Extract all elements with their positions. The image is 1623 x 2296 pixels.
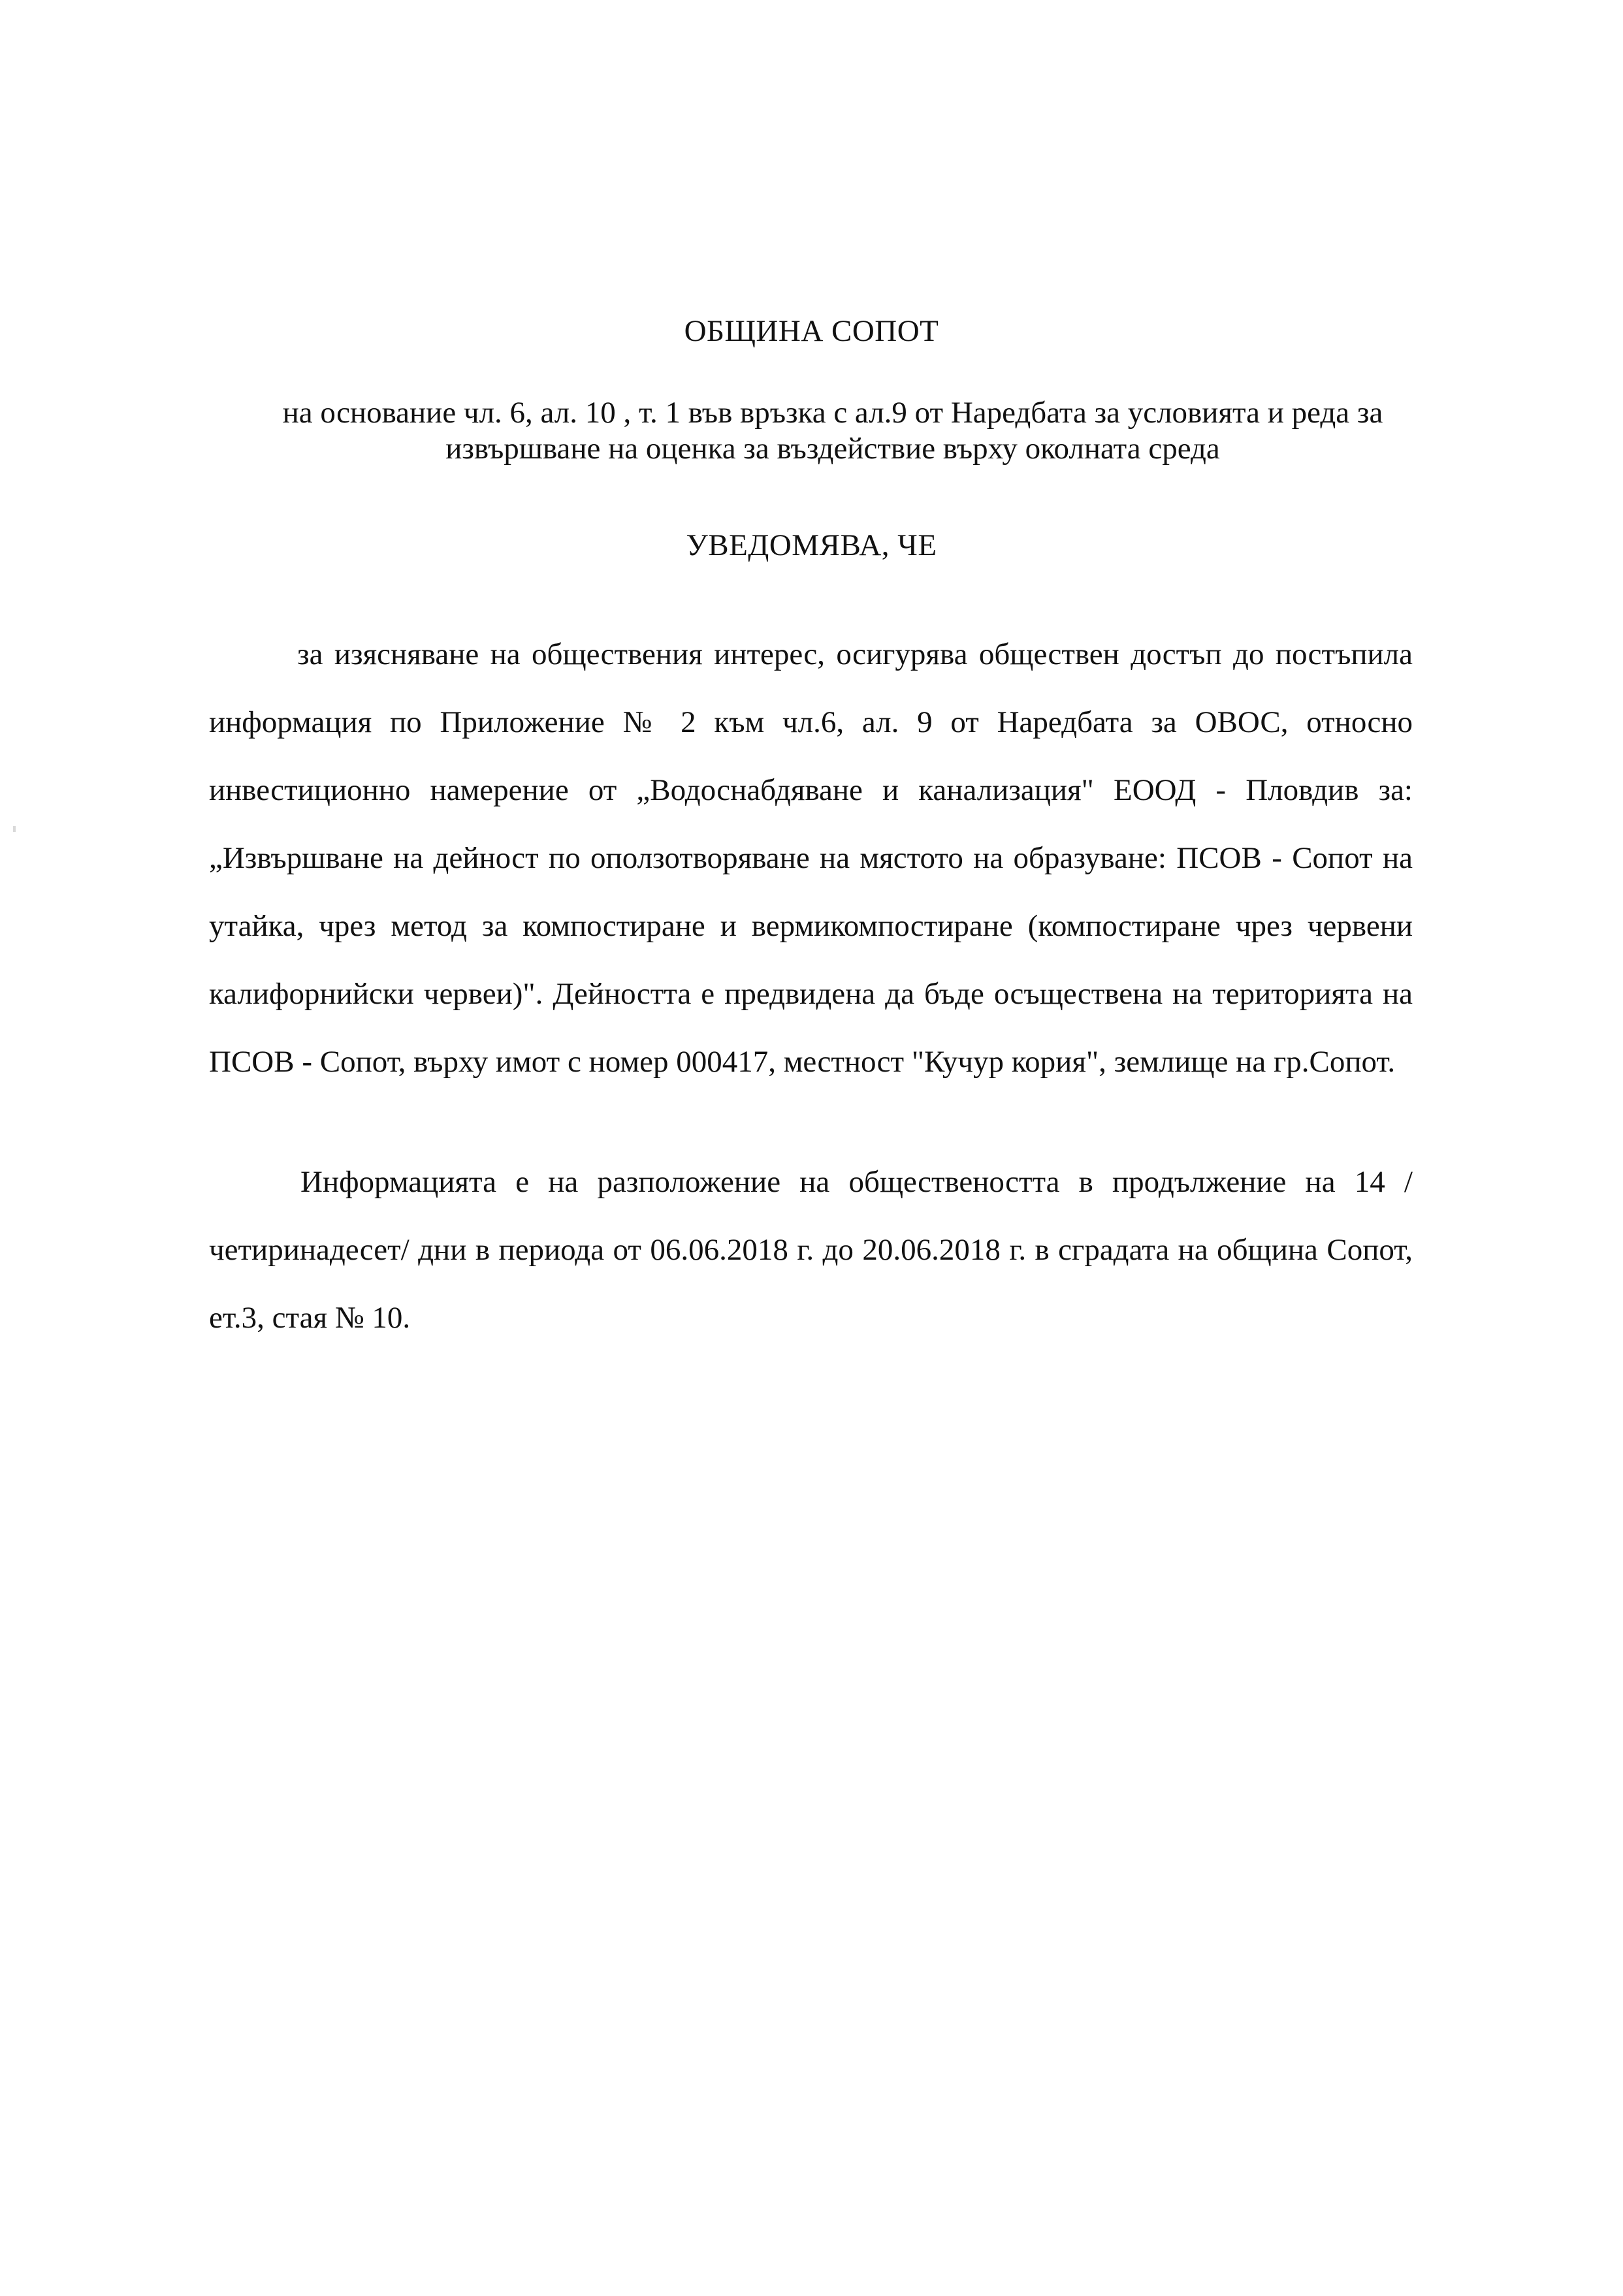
notice-heading: УВЕДОМЯВА, ЧЕ xyxy=(686,528,937,562)
notice-paragraph-1: за изясняване на обществения интерес, осигурява обществен достъп до постъпила информация по Приложение № 2 към чл.6, ал. 9 от Наредбата за ОВОС, относно инвестиционно намерение от „Водоснабдяване и канализация" ЕООД - Пловдив за: „Извършване на дейност по оползотворяване на мястото на образуване: ПСОВ - Сопот на утайка, чрез метод за компостиране и вермикомпостиране (компостиране чрез червени калифорнийски червеи)". Дейността е предвидена да бъде осъществена на територията на ПСОВ - Сопот, върху имот с номер 000417, местност "Кучур кория", землище на гр.Сопот. xyxy=(209,637,1413,1079)
scan-speck xyxy=(13,826,16,832)
notice-paragraph-2: Информацията е на разположение на обществеността в продължение на 14 /четиринадесет/ дни в периода от 06.06.2018 г. до 20.06.2018 г. в сградата на община Сопот, ет.3, стая № 10. xyxy=(209,1165,1413,1335)
legal-basis-text: на основание чл. 6, ал. 10 , т. 1 във връзка с ал.9 от Наредбата за условията и реда за извършване на оценка за въздействие върху околната среда xyxy=(282,396,1383,466)
document-title: ОБЩИНА СОПОТ xyxy=(684,314,939,348)
